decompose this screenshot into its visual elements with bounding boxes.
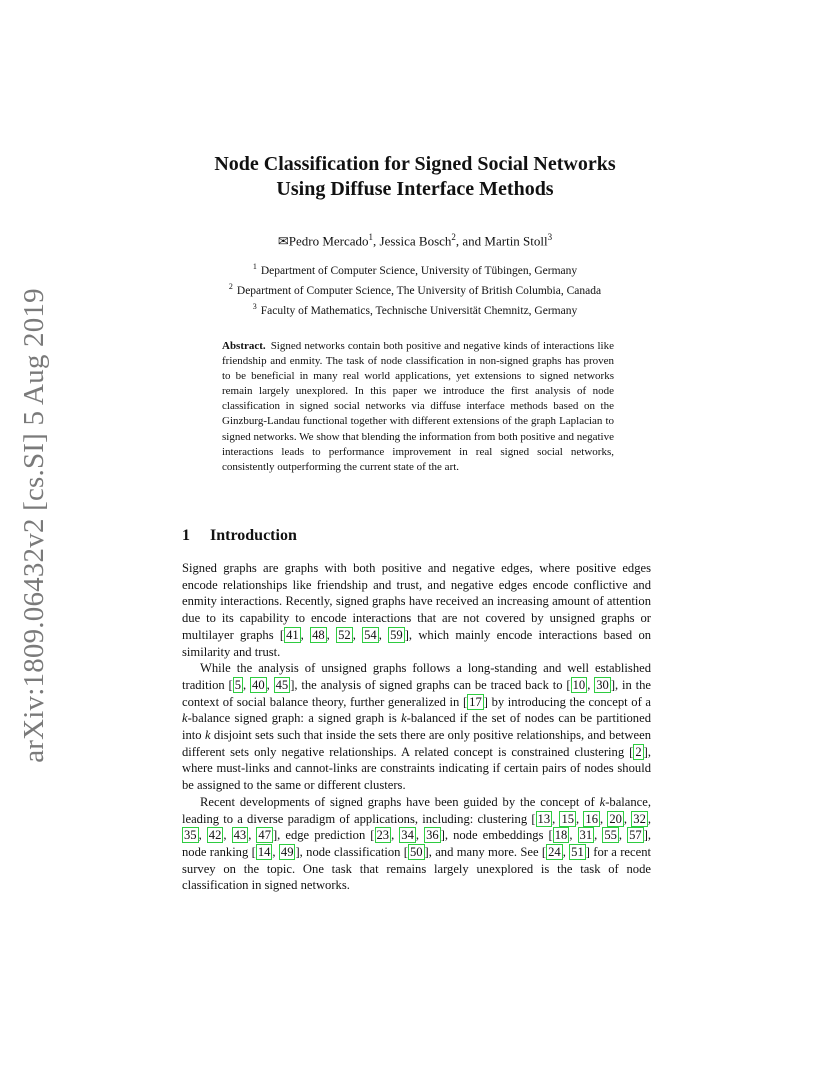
citation-link[interactable]: 32	[633, 811, 646, 826]
citation-link[interactable]: 55	[604, 828, 617, 843]
section-title: Introduction	[210, 527, 297, 544]
title-line-1: Node Classification for Signed Social Networks	[214, 153, 616, 175]
affiliation-text: Department of Computer Science, University of Tübingen, Germany	[260, 264, 578, 277]
text-run: ] by introducing the concept of a	[483, 694, 651, 709]
citation-link[interactable]: 20	[609, 811, 622, 826]
citation-link[interactable]: 40	[252, 677, 265, 692]
text-run: ], node ranking [	[182, 828, 652, 859]
math-symbol: k	[204, 728, 211, 743]
affiliation	[150, 259, 680, 279]
text-run: ] for a recent survey on the topic. One task that remains largely unexplored is the task of node classification in signed networks.	[182, 844, 651, 893]
paragraph: Signed graphs are graphs with both positive and negative edges, where positive edges encode relationships like friendship and trust, and negative edges encode conflictive and enmity interactions. Recently, signed graphs have received an increasing amount of attention due to its capability to encode interactions that are not covered by unsigned graphs or multilayer graphs [ 41 , 48 , 52 , 54 , 59 ], which mainly encode interactions based on similarity and trust.	[182, 561, 652, 659]
author-name: , Jessica Bosch	[373, 233, 452, 249]
abstract-text: Signed networks contain both positive and negative kinds of interactions like friendship and enmity. The task of node classification in non-signed graphs has proven to be beneficial in many real world applications, yet extensions to signed networks remain largely unexplored. In this paper we introduce the first analysis of node classification in signed social networks via diffuse interface methods based on the Ginzburg-Landau functional together with different extensions of the graph Laplacian to signed networks. We show that blending the information from both positive and negative interactions leads to performance improvement in real signed social networks, consistently outperforming the current state of the art.	[222, 340, 614, 473]
citation-link[interactable]: 23	[376, 828, 390, 843]
arxiv-stamp	[4, 287, 64, 763]
paper-title	[150, 152, 680, 202]
section-heading	[182, 527, 297, 545]
citation-link[interactable]: 45	[275, 677, 289, 692]
text-run: Recent developments of signed graphs have been guided by the concept of	[200, 794, 600, 809]
citation-link[interactable]: 51	[571, 844, 584, 859]
author-name: Pedro Mercado	[288, 233, 369, 249]
affiliation-marker: 2	[228, 281, 233, 291]
affiliation-text: Department of Computer Science, The University of British Columbia, Canada	[236, 284, 602, 297]
citation-link[interactable]: 2	[635, 744, 642, 759]
citation-link[interactable]: 48	[312, 627, 325, 642]
abstract	[222, 339, 614, 475]
citation-link[interactable]: 16	[585, 811, 598, 826]
citation-link[interactable]: 36	[426, 828, 439, 843]
text-run: ], edge prediction [	[272, 828, 375, 843]
text-run: ], node classification [	[295, 844, 408, 859]
citation-link[interactable]: 41	[286, 627, 299, 642]
abstract-heading: Abstract.	[222, 340, 266, 352]
citation-link[interactable]: 43	[233, 828, 247, 843]
paragraph: Recent developments of signed graphs have been guided by the concept of k-balance, leading to a diverse paradigm of applications, including: clustering [ 13 , 15 , 16 , 20 , 32 , 35 , 42 , 43 , 47 ], edge prediction [ 23 , 34 , 36 ], node embeddings [ 18 , 31 , 55 , 57 ], node ranking [ 14 , 49 ], node classification [ 50 ], and many more. See [ 24 , 51 ] for a recent survey on the topic. One task that remains largely unexplored is the task of node classification in signed networks.	[182, 794, 652, 893]
author-affil-marker: 1	[368, 232, 374, 242]
text-run: -balance, leading to a diverse paradigm of applications, including: clustering [	[182, 794, 651, 826]
citation-link[interactable]: 47	[258, 828, 271, 843]
citation-link[interactable]: 24	[548, 844, 561, 859]
math-symbol: k	[401, 711, 407, 726]
text-run: ], the analysis of signed graphs can be traced back to [	[290, 677, 571, 692]
text-run: ], node embeddings [	[440, 828, 553, 843]
affiliation-marker: 3	[252, 301, 257, 311]
text-run: ], in the context of social balance theory, further generalized in [	[182, 677, 652, 709]
text-run: While the analysis of unsigned graphs follows a long-standing and well established tradition [	[182, 661, 651, 692]
citation-link[interactable]: 59	[390, 627, 403, 642]
citation-link[interactable]: 50	[409, 844, 423, 859]
affiliations	[150, 259, 680, 318]
affiliation-text: Faculty of Mathematics, Technische Universität Chemnitz, Germany	[260, 304, 578, 317]
citation-link[interactable]: 42	[208, 828, 222, 843]
text-run: ], where must-links and cannot-links are constraints indicating if certain pairs of nodes should be assigned to the same or different clusters.	[182, 744, 651, 793]
envelope-icon[interactable]: ✉	[277, 233, 289, 249]
citation-link[interactable]: 30	[596, 677, 609, 692]
affiliation	[150, 299, 680, 319]
affiliation-marker: 1	[252, 262, 257, 271]
citation-link[interactable]: 10	[572, 677, 586, 692]
paragraph: While the analysis of unsigned graphs follows a long-standing and well established tradition [ 5 , 40 , 45 ], the analysis of signed graphs can be traced back to [ 10 , 30 ], in the context of social balance theory, further generalized in [ 17 ] by introducing the concept of a k-balance signed graph: a signed graph is k-balanced if the set of nodes can be partitioned into k disjoint sets such that inside the sets there are only positive relationships, and between different sets only negative relationships. A related concept is constrained clustering [ 2 ], where must-links and cannot-links are constraints indicating if certain pairs of nodes should be assigned to the same or different clusters.	[182, 661, 652, 793]
text-run: ], which mainly encode interactions based on similarity and trust.	[182, 627, 652, 659]
title-line-2: Using Diffuse Interface Methods	[276, 178, 554, 200]
text-run: -balance signed graph: a signed graph is	[187, 711, 402, 726]
text-run: ], and many more. See [	[424, 844, 547, 859]
text-run: disjoint sets such that inside the sets there are only positive relationships, and between different sets only negative relationships. A related concept is constrained clustering [	[182, 728, 651, 759]
citation-link[interactable]: 14	[257, 844, 271, 859]
section-number: 1	[182, 527, 190, 544]
arxiv-id[interactable]: arXiv:1809.06432v2 [cs.SI] 5 Aug 2019	[17, 287, 50, 763]
citation-link[interactable]: 54	[364, 627, 377, 642]
math-symbol: k	[599, 794, 606, 809]
citation-link[interactable]: 57	[629, 828, 642, 843]
author-affil-marker: 2	[451, 232, 456, 242]
citation-link[interactable]: 52	[338, 627, 351, 642]
affiliation	[150, 279, 680, 299]
citation-link[interactable]: 5	[234, 677, 242, 692]
author-name: , and Martin Stoll	[455, 233, 548, 249]
citation-link[interactable]: 13	[537, 811, 551, 826]
math-symbol: k	[182, 711, 188, 726]
citation-link[interactable]: 49	[280, 844, 294, 859]
citation-link[interactable]: 31	[579, 828, 593, 843]
citation-link[interactable]: 15	[561, 811, 575, 826]
author-affil-marker: 3	[547, 232, 553, 242]
citation-link[interactable]: 17	[469, 694, 482, 709]
text-run: -balanced if the set of nodes can be partitioned into	[182, 711, 651, 743]
citation-link[interactable]: 34	[401, 828, 414, 843]
body-text	[182, 560, 651, 894]
text-run: Signed graphs are graphs with both positive and negative edges, where positive edges encode relationships like friendship and trust, and negative edges encode conflictive and enmity interactions. Recently, signed graphs have received an increasing amount of attention due to its capability to encode interactions that are not covered by unsigned graphs or multilayer graphs [	[182, 561, 651, 642]
citation-link[interactable]: 35	[184, 828, 197, 843]
citation-link[interactable]: 18	[554, 828, 568, 843]
author-list	[150, 229, 680, 249]
